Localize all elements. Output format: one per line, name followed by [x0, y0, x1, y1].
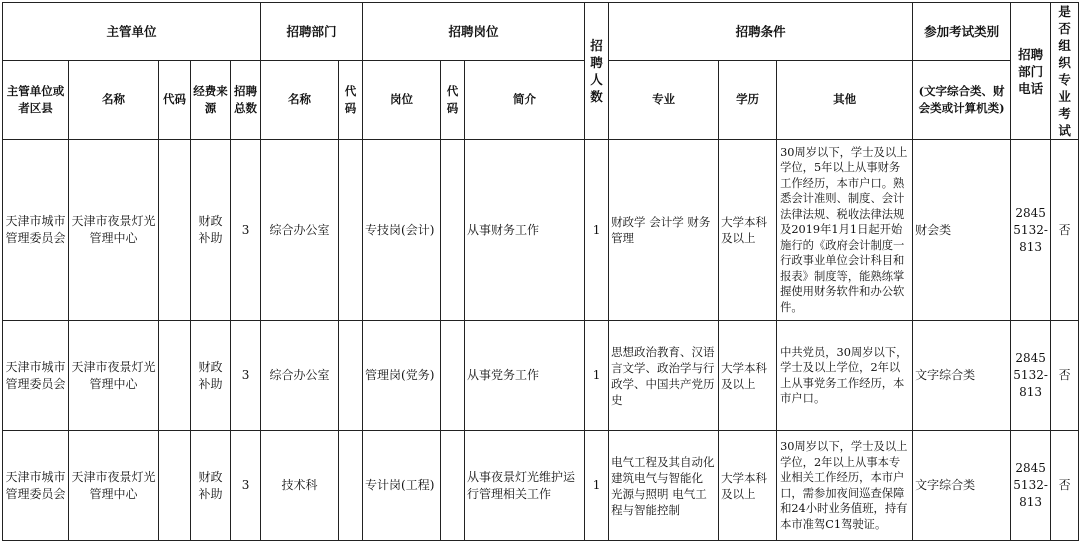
cell-dept-name: 技术科	[261, 431, 339, 541]
cell-major: 电气工程及其自动化 建筑电气与智能化 光源与照明 电气工程与智能控制	[609, 431, 719, 541]
cell-major: 思想政治教育、汉语言文学、政治学与行政学、中国共产党历史	[609, 321, 719, 431]
col-dept-name: 名称	[261, 60, 339, 139]
group-post-header: 招聘岗位	[363, 3, 585, 61]
cell-post-code	[441, 431, 465, 541]
cell-post: 专计岗(工程)	[363, 431, 441, 541]
col-dept-code: 代码	[339, 60, 363, 139]
cell-other: 30周岁以下，学士及以上学位，2年以上从事本专业相关工作经历，本市户口，需参加夜间巡查保障和24小时业务值班，持有本市准驾C1驾驶证。	[777, 431, 913, 541]
col-education: 学历	[719, 60, 777, 139]
cell-unit-region: 天津市城市管理委员会	[3, 431, 69, 541]
cell-count: 1	[585, 431, 609, 541]
col-unit-name: 名称	[69, 60, 159, 139]
org-exam-header: 是否组织专业考试	[1051, 3, 1079, 140]
cell-exam-category: 文字综合类	[913, 431, 1011, 541]
col-unit-code: 代码	[159, 60, 191, 139]
cell-post-code	[441, 321, 465, 431]
cell-education: 大学本科及以上	[719, 140, 777, 321]
cell-dept-name: 综合办公室	[261, 140, 339, 321]
cell-education: 大学本科及以上	[719, 321, 777, 431]
cell-unit-region: 天津市城市管理委员会	[3, 321, 69, 431]
cell-total: 3	[231, 431, 261, 541]
cell-unit-code	[159, 140, 191, 321]
recruit-count-header: 招聘人数	[585, 3, 609, 140]
cell-exam-category: 财会类	[913, 140, 1011, 321]
col-post-code: 代码	[441, 60, 465, 139]
cell-total: 3	[231, 321, 261, 431]
col-exam-category-sub: (文字综合类、财会类或计算机类)	[913, 60, 1011, 139]
cell-education: 大学本科及以上	[719, 431, 777, 541]
header-row-groups	[3, 3, 1079, 61]
cell-phone: 2845 5132-813	[1011, 431, 1051, 541]
cell-count: 1	[585, 140, 609, 321]
cell-total: 3	[231, 140, 261, 321]
group-conditions-header: 招聘条件	[609, 3, 913, 61]
col-other: 其他	[777, 60, 913, 139]
cell-org-exam: 否	[1051, 321, 1079, 431]
cell-major: 财政学 会计学 财务管理	[609, 140, 719, 321]
cell-unit-name: 天津市夜景灯光管理中心	[69, 140, 159, 321]
exam-category-header: 参加考试类别	[913, 3, 1011, 61]
col-major: 专业	[609, 60, 719, 139]
cell-intro: 从事财务工作	[465, 140, 585, 321]
cell-org-exam: 否	[1051, 431, 1079, 541]
group-unit-header: 主管单位	[3, 3, 261, 61]
group-dept-header: 招聘部门	[261, 3, 363, 61]
col-intro: 简介	[465, 60, 585, 139]
cell-org-exam: 否	[1051, 140, 1079, 321]
cell-post: 管理岗(党务)	[363, 321, 441, 431]
dept-phone-header: 招聘部门电话	[1011, 3, 1051, 140]
table-row	[3, 140, 1079, 321]
cell-funding: 财政补助	[191, 321, 231, 431]
col-post: 岗位	[363, 60, 441, 139]
cell-intro: 从事夜景灯光维护运行管理相关工作	[465, 431, 585, 541]
cell-dept-code	[339, 140, 363, 321]
cell-funding: 财政补助	[191, 431, 231, 541]
recruitment-table	[2, 2, 1079, 541]
cell-dept-code	[339, 321, 363, 431]
cell-exam-category: 文字综合类	[913, 321, 1011, 431]
cell-phone: 2845 5132-813	[1011, 321, 1051, 431]
cell-unit-code	[159, 321, 191, 431]
cell-intro: 从事党务工作	[465, 321, 585, 431]
header-row-columns	[3, 60, 1079, 139]
table-row	[3, 431, 1079, 541]
cell-dept-name: 综合办公室	[261, 321, 339, 431]
col-total: 招聘总数	[231, 60, 261, 139]
cell-dept-code	[339, 431, 363, 541]
table-row	[3, 321, 1079, 431]
col-funding: 经费来源	[191, 60, 231, 139]
cell-funding: 财政补助	[191, 140, 231, 321]
cell-count: 1	[585, 321, 609, 431]
cell-post: 专技岗(会计)	[363, 140, 441, 321]
cell-unit-code	[159, 431, 191, 541]
cell-unit-region: 天津市城市管理委员会	[3, 140, 69, 321]
cell-phone: 2845 5132-813	[1011, 140, 1051, 321]
cell-other: 30周岁以下，学士及以上学位，5年以上从事财务工作经历，本市户口。熟悉会计准则、制度、会计法律法规、税收法律法规及2019年1月1日起开始施行的《政府会计制度一行政事业单位会计科目和报表》制度等，能熟练掌握使用财务软件和办公软件。	[777, 140, 913, 321]
col-unit-region: 主管单位或者区县	[3, 60, 69, 139]
cell-unit-name: 天津市夜景灯光管理中心	[69, 431, 159, 541]
cell-unit-name: 天津市夜景灯光管理中心	[69, 321, 159, 431]
cell-other: 中共党员，30周岁以下，学士及以上学位，2年以上从事党务工作经历，本市户口。	[777, 321, 913, 431]
cell-post-code	[441, 140, 465, 321]
